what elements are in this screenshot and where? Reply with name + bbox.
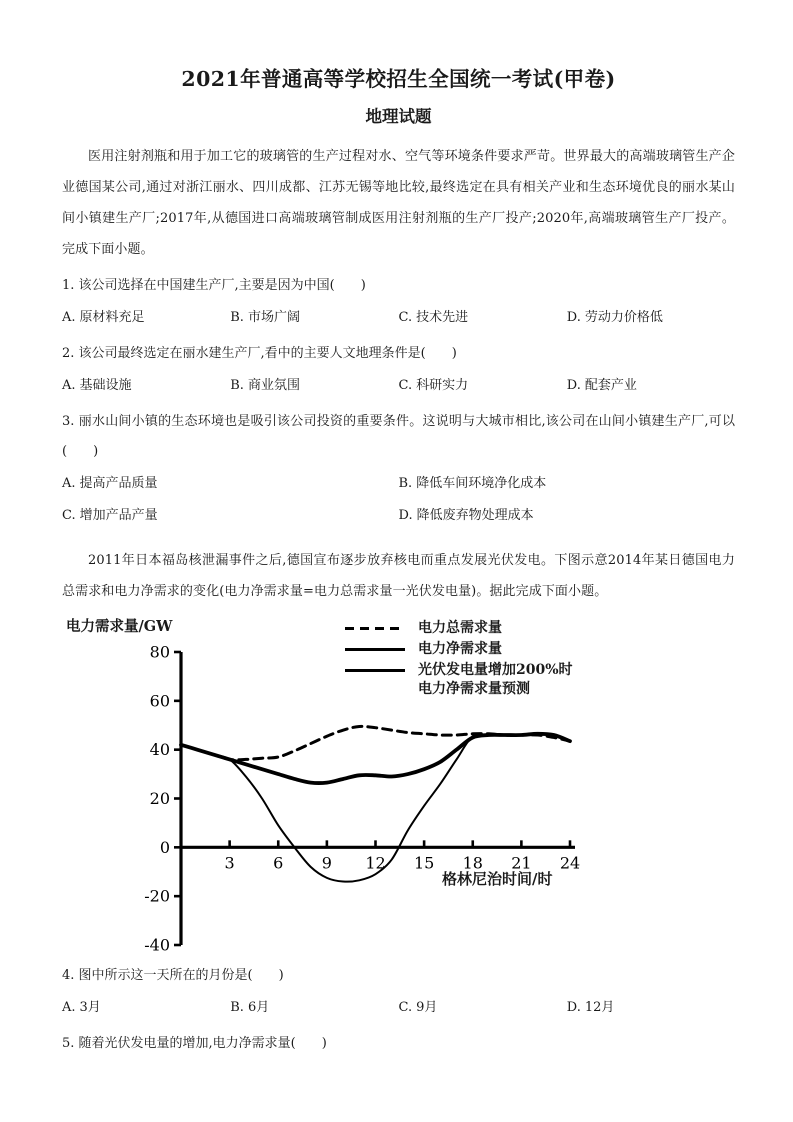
question-3-text: 丽水山间小镇的生态环境也是吸引该公司投资的重要条件。这说明与大城市相比,该公司在山间小镇建生产厂,可以( ) <box>62 414 735 459</box>
option-text: 劳动力价格低 <box>584 310 663 325</box>
option-text: 6月 <box>247 1000 270 1015</box>
option-text: 增加产品产量 <box>79 508 158 523</box>
option-letter: D. <box>398 508 413 523</box>
option-4-D[interactable] <box>567 993 735 1023</box>
passage-1: 医用注射剂瓶和用于加工它的玻璃管的生产过程对水、空气等环境条件要求严苛。世界最大的高端玻璃管生产企业德国某公司,通过对浙江丽水、四川成都、江苏无锡等地比较,最终选定在具有相关产业和生态环境优良的丽水某山间小镇建生产厂;2017年,从德国进口高端玻璃管制成医用注射剂瓶的生产厂投产;2020年,高端玻璃管生产厂投产。完成下面小题。 <box>62 149 735 257</box>
option-letter: B. <box>230 378 244 393</box>
option-1-C[interactable] <box>399 303 567 333</box>
option-4-C[interactable] <box>399 993 567 1023</box>
option-2-B[interactable] <box>230 371 398 401</box>
legend-label-total-demand: 电力总需求量 <box>418 620 502 636</box>
option-3-D[interactable] <box>399 501 736 531</box>
question-4-options <box>62 993 735 1023</box>
option-letter: C. <box>398 1000 413 1015</box>
page-title: 2021年普通高等学校招生全国统一考试(甲卷) <box>181 67 616 91</box>
option-text: 原材料充足 <box>79 310 145 325</box>
chart-svg <box>62 615 734 955</box>
option-3-C[interactable] <box>62 501 399 531</box>
option-text: 12月 <box>584 1000 615 1015</box>
question-1-options <box>62 303 735 333</box>
option-letter: A. <box>62 378 76 393</box>
power-demand-chart <box>62 615 734 955</box>
question-3-options-row-2 <box>62 501 735 531</box>
option-letter: D. <box>566 1000 581 1015</box>
option-3-B[interactable] <box>399 469 736 499</box>
option-text: 技术先进 <box>416 310 469 325</box>
question-1-stem <box>62 271 735 301</box>
question-1-text: 该公司选择在中国建生产厂,主要是因为中国( ) <box>78 278 366 293</box>
chart-y-tick-label: 80 <box>149 642 170 662</box>
option-letter: C. <box>398 310 413 325</box>
chart-y-tick-label: 20 <box>149 789 170 808</box>
option-text: 基础设施 <box>79 378 132 393</box>
option-1-B[interactable] <box>230 303 398 333</box>
option-2-C[interactable] <box>399 371 567 401</box>
legend-label-net-demand: 电力净需求量 <box>418 641 502 657</box>
option-letter: C. <box>398 378 413 393</box>
question-2-stem <box>62 339 735 369</box>
legend-label-forecast-line2: 电力净需求量预测 <box>418 681 530 697</box>
option-letter: B. <box>230 1000 244 1015</box>
question-3-options-row-1 <box>62 469 735 499</box>
option-text: 市场广阔 <box>247 310 300 325</box>
option-letter: B. <box>230 310 244 325</box>
option-text: 商业氛围 <box>247 378 300 393</box>
chart-y-tick-label: 0 <box>159 837 170 857</box>
chart-x-tick-label: 6 <box>273 853 284 873</box>
chart-x-axis-label: 格林尼治时间/时 <box>442 870 553 888</box>
question-5-number: 5. <box>62 1036 75 1051</box>
chart-x-tick-label: 15 <box>413 853 435 873</box>
question-2-text: 该公司最终选定在丽水建生产厂,看中的主要人文地理条件是( ) <box>78 346 457 361</box>
chart-y-tick-label: -40 <box>144 935 170 955</box>
option-text: 科研实力 <box>416 378 469 393</box>
option-text: 提高产品质量 <box>79 476 158 491</box>
option-4-B[interactable] <box>230 993 398 1023</box>
option-letter: A. <box>62 310 76 325</box>
chart-y-tick-label: 40 <box>149 740 170 760</box>
question-2-options <box>62 371 735 401</box>
option-1-A[interactable] <box>62 303 230 333</box>
option-letter: C. <box>62 508 76 523</box>
option-text: 降低废弃物处理成本 <box>416 508 534 523</box>
option-text: 降低车间环境净化成本 <box>416 476 547 491</box>
option-4-A[interactable] <box>62 993 230 1023</box>
option-text: 3月 <box>79 1000 101 1015</box>
question-3-number: 3. <box>62 414 75 429</box>
chart-y-axis-label: 电力需求量/GW <box>66 618 173 635</box>
chart-x-tick-label: 24 <box>559 853 581 873</box>
option-text: 配套产业 <box>584 378 637 393</box>
chart-y-tick-label: 60 <box>149 691 170 711</box>
option-letter: A. <box>62 1000 76 1015</box>
option-letter: D. <box>566 310 581 325</box>
option-letter: B. <box>398 476 413 491</box>
option-2-A[interactable] <box>62 371 230 401</box>
chart-x-tick-label: 12 <box>365 853 386 873</box>
question-4-number: 4. <box>62 968 75 983</box>
question-4-text: 图中所示这一天所在的月份是( ) <box>78 968 284 983</box>
option-3-A[interactable] <box>62 469 399 499</box>
chart-x-tick-label: 18 <box>462 853 483 873</box>
chart-x-tick-label: 21 <box>511 853 532 873</box>
chart-x-tick-label: 3 <box>224 853 235 873</box>
chart-x-tick-label: 9 <box>321 853 332 873</box>
option-1-D[interactable] <box>567 303 735 333</box>
chart-y-tick-label: -20 <box>144 886 170 906</box>
option-2-D[interactable] <box>567 371 735 401</box>
legend-label-forecast-line1: 光伏发电量增加200%时 <box>418 662 573 678</box>
question-4-stem <box>62 961 735 991</box>
option-letter: D. <box>566 378 581 393</box>
question-1-number: 1. <box>62 278 75 293</box>
option-letter: A. <box>62 476 76 491</box>
question-5-text: 随着光伏发电量的增加,电力净需求量( ) <box>78 1036 327 1051</box>
option-text: 9月 <box>416 1000 438 1015</box>
page-subtitle: 地理试题 <box>365 107 432 126</box>
chart-series-dashed <box>181 726 570 759</box>
passage-2: 2011年日本福岛核泄漏事件之后,德国宣布逐步放弃核电而重点发展光伏发电。下图示意2014年某日德国电力总需求和电力净需求的变化(电力净需求量=电力总需求量一光伏发电量)。据此完成下面小题。 <box>62 553 735 599</box>
question-2-number: 2. <box>62 346 75 361</box>
question-5-stem <box>62 1029 735 1059</box>
question-3-stem <box>62 407 735 467</box>
